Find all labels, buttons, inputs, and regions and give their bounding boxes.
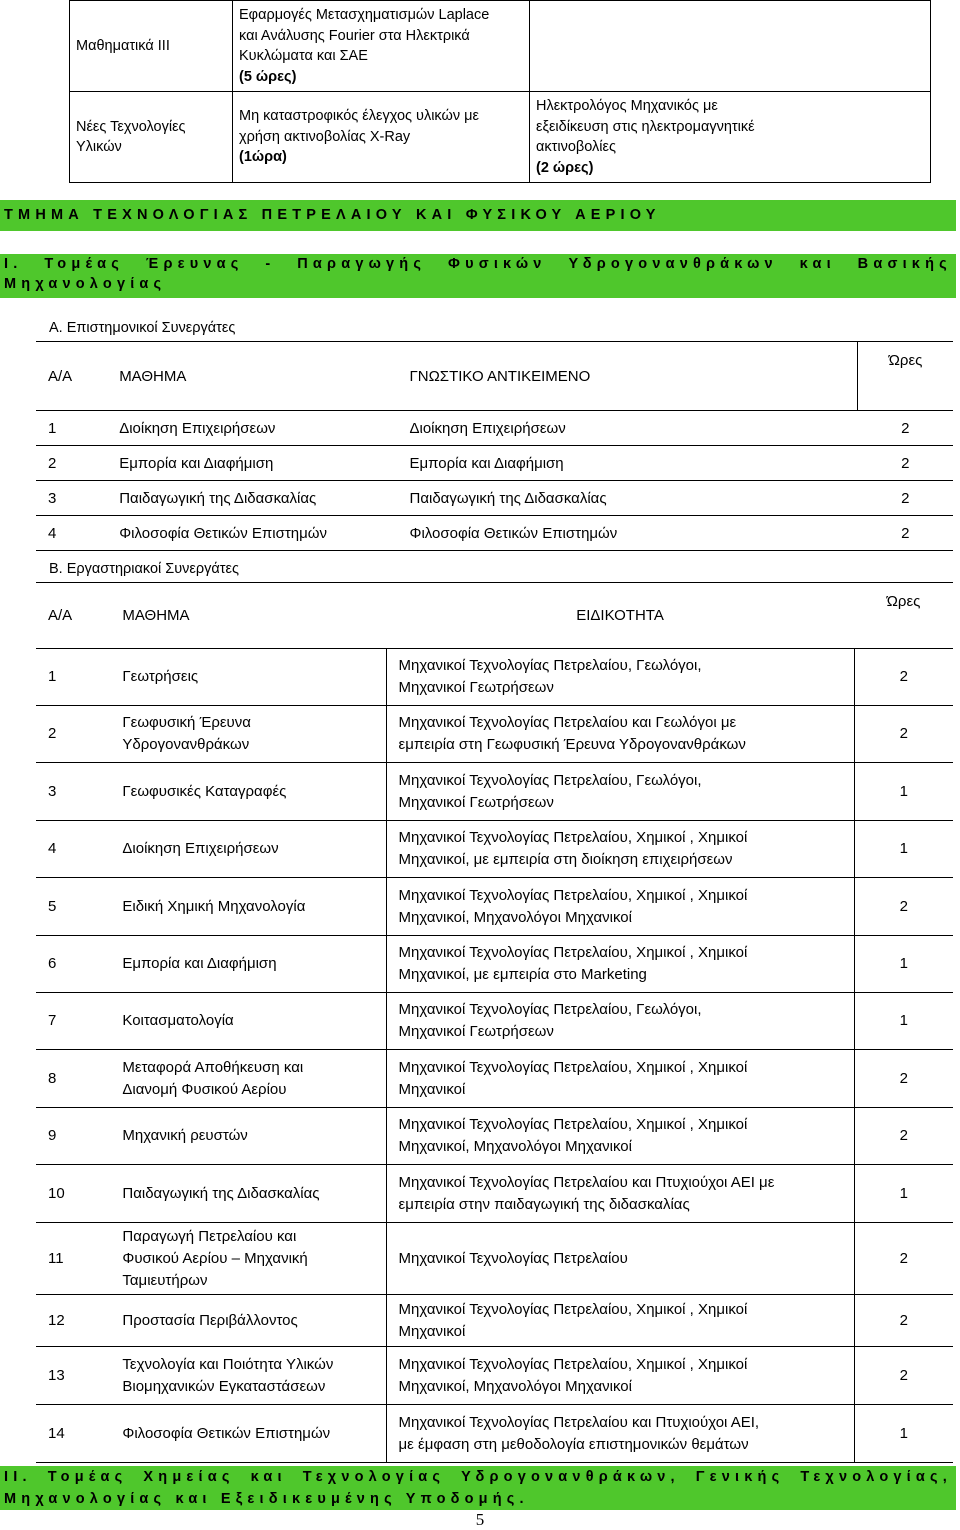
row-hours: 1 — [854, 936, 953, 993]
row-hours: 2 — [858, 446, 954, 481]
lab-associates-table — [36, 582, 953, 1463]
row-course — [122, 821, 386, 878]
table-row — [36, 1347, 953, 1405]
row-num: 14 — [36, 1405, 122, 1463]
row-course — [122, 706, 386, 763]
specialty-line: Μηχανικοί Τεχνολογίας Πετρελαίου, Χημικοί , Χημικοί — [398, 829, 748, 846]
row-specialty — [386, 878, 854, 936]
table-row — [36, 1405, 953, 1463]
course-line: Βιομηχανικών Εγκαταστάσεων — [122, 1377, 326, 1395]
header-subject: ΓΝΩΣΤΙΚΟ ΑΝΤΙΚΕΙΜΕΝΟ — [409, 342, 857, 411]
course-line: Μεταφορά Αποθήκευση και — [122, 1058, 304, 1076]
row-hours: 1 — [854, 763, 953, 821]
row-specialty — [386, 1295, 854, 1347]
course-line: Φυσικού Αερίου – Μηχανική — [122, 1249, 308, 1267]
specialty-line: Μηχανικοί, Μηχανολόγοι Μηχανικοί — [398, 1377, 632, 1395]
table-row — [36, 481, 953, 516]
table-row — [36, 936, 953, 993]
row-course — [122, 936, 386, 993]
row-course — [122, 763, 386, 821]
section-b-title: Β. Εργαστηριακοί Συνεργάτες — [49, 561, 239, 577]
row-hours: 1 — [854, 1405, 953, 1463]
table-row — [36, 411, 953, 446]
row-num: 3 — [36, 481, 119, 516]
row-num: 7 — [36, 993, 122, 1050]
department-banner: ΤΜΗΜΑ ΤΕΧΝΟΛΟΓΙΑΣ ΠΕΤΡΕΛΑΙΟΥ ΚΑΙ ΦΥΣΙΚΟΥ ΑΕΡΙΟΥ — [0, 200, 956, 231]
row-specialty — [386, 649, 854, 706]
topic-line: Μη καταστροφικός έλεγχος υλικών με — [239, 108, 479, 125]
sector-1-word: Τομέας — [44, 256, 125, 272]
top-courses-table — [69, 0, 931, 183]
table-row — [36, 516, 953, 551]
row-num: 1 — [36, 649, 122, 706]
top-row-math — [70, 1, 931, 92]
row-num: 12 — [36, 1295, 122, 1347]
sector-2-word: Τομέας — [47, 1469, 128, 1485]
row-specialty — [386, 821, 854, 878]
row-num: 8 — [36, 1050, 122, 1108]
profile-line: Ηλεκτρολόγος Μηχανικός με — [536, 98, 718, 114]
row-hours: 2 — [858, 516, 954, 551]
header-hours: Ώρες — [854, 583, 953, 649]
row-course — [122, 1347, 386, 1405]
sector-1-heading-line-1 — [4, 254, 952, 274]
specialty-line: Μηχανικοί, με εμπειρία στο Marketing — [398, 966, 647, 983]
sector-1-word: και — [799, 256, 836, 272]
specialty-line: Μηχανικοί, Μηχανολόγοι Μηχανικοί — [398, 1138, 632, 1155]
specialty-line: Μηχανικοί Τεχνολογίας Πετρελαίου, Γεωλόγοι, — [398, 771, 702, 789]
row-specialty — [386, 1108, 854, 1165]
row-hours: 2 — [854, 878, 953, 936]
row-num: 11 — [36, 1223, 122, 1295]
specialty-line: Μηχανικοί Γεωτρήσεων — [398, 1023, 554, 1040]
specialty-line: εμπειρία στην παιδαγωγική της διδασκαλίας — [398, 1195, 690, 1213]
table-header-row — [36, 583, 953, 649]
row-course — [122, 1108, 386, 1165]
row-hours: 2 — [858, 411, 954, 446]
topic-line: Εφαρμογές Μετασχηματισμών Laplace — [239, 7, 490, 23]
specialty-line: Μηχανικοί Τεχνολογίας Πετρελαίου, Χημικοί , Χημικοί — [398, 1116, 748, 1133]
specialty-line: Μηχανικοί Τεχνολογίας Πετρελαίου, Γεωλόγοι, — [398, 657, 702, 674]
course-line: Παραγωγή Πετρελαίου και — [122, 1227, 297, 1245]
row-specialty — [386, 1347, 854, 1405]
row-course — [122, 993, 386, 1050]
table-row — [36, 649, 953, 706]
specialty-line: Μηχανικοί Τεχνολογίας Πετρελαίου, Χημικοί , Χημικοί — [398, 886, 748, 904]
row-hours: 1 — [854, 993, 953, 1050]
row-specialty — [386, 1165, 854, 1223]
sector-2-word: Γενικής — [695, 1469, 785, 1485]
row-num: 9 — [36, 1108, 122, 1165]
row-num: 4 — [36, 516, 119, 551]
row-num: 1 — [36, 411, 119, 446]
row-num: 2 — [36, 706, 122, 763]
row-hours: 1 — [854, 1165, 953, 1223]
row-specialty — [386, 706, 854, 763]
row-subject: Εμπορία και Διαφήμιση — [409, 446, 857, 481]
row-specialty — [386, 993, 854, 1050]
table-row — [36, 763, 953, 821]
sector-2-heading-line-2: Μηχανολογίας και Εξειδικευμένης Υποδομής. — [4, 1491, 529, 1507]
topics-cell — [233, 1, 530, 92]
header-num: Α/Α — [36, 342, 119, 411]
sector-2-word: Υδρογονανθράκων, — [461, 1469, 680, 1485]
course-cell: Νέες Τεχνολογίες Υλικών — [70, 92, 233, 183]
row-subject: Διοίκηση Επιχειρήσεων — [409, 411, 857, 446]
row-course: Παιδαγωγική της Διδασκαλίας — [119, 481, 409, 516]
page-number: 5 — [475, 1510, 485, 1529]
table-row — [36, 1108, 953, 1165]
header-num: Α/Α — [36, 583, 122, 649]
scientific-associates-table — [36, 341, 953, 551]
specialty-line: Μηχανικοί Τεχνολογίας Πετρελαίου, Χημικοί , Χημικοί — [398, 1058, 748, 1076]
row-hours: 2 — [854, 1295, 953, 1347]
topic-line: χρήση ακτινοβολίας X-Ray — [239, 128, 411, 145]
sector-2-word: Τεχνολογίας — [302, 1469, 446, 1485]
specialty-line: Μηχανικοί Τεχνολογίας Πετρελαίου, Γεωλόγοι, — [398, 1001, 702, 1018]
row-course — [122, 878, 386, 936]
course-line: Υδρογονανθράκων — [122, 736, 250, 753]
table-row — [36, 1223, 953, 1295]
table-row — [36, 706, 953, 763]
sector-2-word: και — [250, 1469, 287, 1485]
row-course: Διοίκηση Επιχειρήσεων — [119, 411, 409, 446]
row-course — [122, 649, 386, 706]
course-line: Διοίκηση Επιχειρήσεων — [122, 840, 279, 857]
header-course: ΜΑΘΗΜΑ — [122, 583, 386, 649]
sector-1-word: - — [265, 256, 276, 272]
topic-hours: (5 ώρες) — [239, 68, 297, 85]
profile-line: εξειδίκευση στις ηλεκτρομαγνητικέ — [536, 118, 755, 135]
row-num: 10 — [36, 1165, 122, 1223]
profile-line: ακτινοβολίες — [536, 139, 616, 155]
row-num: 13 — [36, 1347, 122, 1405]
specialty-line: Μηχανικοί Γεωτρήσεων — [398, 793, 554, 811]
table-row — [36, 821, 953, 878]
specialty-line: Μηχανικοί Τεχνολογίας Πετρελαίου, Χημικοί , Χημικοί — [398, 1300, 748, 1318]
sector-2-word: Χημείας — [143, 1469, 235, 1485]
sector-2-word: ΙΙ. — [4, 1469, 32, 1485]
sector-1-word: Έρευνας — [145, 256, 244, 272]
table-row — [36, 993, 953, 1050]
profile-cell — [530, 92, 931, 183]
row-hours: 2 — [854, 1050, 953, 1108]
specialty-line: με έμφαση στη μεθοδολογία επιστημονικών θεμάτων — [398, 1435, 749, 1453]
course-line: Ταμιευτήρων — [122, 1271, 208, 1289]
course-line: Γεωφυσική Έρευνα — [122, 714, 251, 731]
table-row — [36, 1295, 953, 1347]
row-specialty — [386, 1050, 854, 1108]
course-line: Φιλοσοφία Θετικών Επιστημών — [122, 1424, 331, 1442]
specialty-line: Μηχανικοί Τεχνολογίας Πετρελαίου, Χημικοί , Χημικοί — [398, 1355, 748, 1373]
topics-cell — [233, 92, 530, 183]
table-row — [36, 1165, 953, 1223]
row-specialty — [386, 1405, 854, 1463]
specialty-line: Μηχανικοί — [398, 1322, 466, 1340]
specialty-line: Μηχανικοί, Μηχανολόγοι Μηχανικοί — [398, 908, 632, 926]
profile-hours: (2 ώρες) — [536, 159, 594, 176]
table-row — [36, 446, 953, 481]
row-hours: 2 — [858, 481, 954, 516]
header-specialty: ΕΙΔΙΚΟΤΗΤΑ — [386, 583, 854, 649]
header-hours: Ώρες — [858, 342, 954, 411]
row-hours: 2 — [854, 1223, 953, 1295]
top-row-materials — [70, 92, 931, 183]
course-line: Γεωτρήσεις — [122, 668, 199, 685]
row-course — [122, 1223, 386, 1295]
row-subject: Φιλοσοφία Θετικών Επιστημών — [409, 516, 857, 551]
specialty-line: Μηχανικοί Τεχνολογίας Πετρελαίου και Γεωλόγοι με — [398, 714, 737, 731]
row-subject: Παιδαγωγική της Διδασκαλίας — [409, 481, 857, 516]
row-course — [122, 1295, 386, 1347]
specialty-line: εμπειρία στη Γεωφυσική Έρευνα Υδρογονανθράκων — [398, 736, 746, 753]
row-hours: 2 — [854, 1108, 953, 1165]
specialty-line: Μηχανικοί Γεωτρήσεων — [398, 679, 554, 696]
row-num: 2 — [36, 446, 119, 481]
row-num: 5 — [36, 878, 122, 936]
course-line: Τεχνολογία και Ποιότητα Υλικών — [122, 1355, 334, 1373]
row-course — [122, 1405, 386, 1463]
specialty-line: Μηχανικοί Τεχνολογίας Πετρελαίου και Πτυχιούχοι ΑΕΙ με — [398, 1173, 775, 1191]
sector-1-word: Φυσικών — [447, 256, 547, 272]
row-course: Εμπορία και Διαφήμιση — [119, 446, 409, 481]
course-line: Γεωφυσικές Καταγραφές — [122, 782, 287, 800]
header-course: ΜΑΘΗΜΑ — [119, 342, 409, 411]
sector-1-word: Ι. — [4, 256, 23, 272]
course-line: Εμπορία και Διαφήμιση — [122, 955, 277, 972]
row-specialty — [386, 936, 854, 993]
specialty-line: Μηχανικοί Τεχνολογίας Πετρελαίου — [398, 1249, 628, 1267]
section-a-title: Α. Επιστημονικοί Συνεργάτες — [49, 320, 236, 336]
specialty-line: Μηχανικοί — [398, 1080, 466, 1098]
specialty-line: Μηχανικοί Τεχνολογίας Πετρελαίου, Χημικοί , Χημικοί — [398, 944, 748, 961]
specialty-line: Μηχανικοί Τεχνολογίας Πετρελαίου και Πτυχιούχοι ΑΕΙ, — [398, 1413, 760, 1431]
course-line: Κοιτασματολογία — [122, 1012, 234, 1029]
course-line: Προστασία Περιβάλλοντος — [122, 1311, 298, 1329]
table-header-row — [36, 342, 953, 411]
topic-line: Κυκλώματα και ΣΑΕ — [239, 48, 368, 64]
course-line: Ειδική Χημική Μηχανολογία — [122, 897, 306, 915]
row-hours: 2 — [854, 649, 953, 706]
row-num: 6 — [36, 936, 122, 993]
row-course — [122, 1050, 386, 1108]
row-specialty — [386, 1223, 854, 1295]
table-row — [36, 1050, 953, 1108]
course-cell: Μαθηματικά ΙΙΙ — [70, 1, 233, 92]
sector-1-heading-line-2: Μηχανολογίας — [4, 276, 167, 292]
sector-2-banner — [0, 1466, 956, 1510]
specialty-line: Μηχανικοί, με εμπειρία στη διοίκηση επιχειρήσεων — [398, 851, 733, 868]
row-course — [122, 1165, 386, 1223]
row-hours: 2 — [854, 706, 953, 763]
row-course: Φιλοσοφία Θετικών Επιστημών — [119, 516, 409, 551]
sector-1-word: Υδρογονανθράκων — [568, 256, 778, 272]
course-line: Παιδαγωγική της Διδασκαλίας — [122, 1184, 320, 1202]
course-line: Μηχανική ρευστών — [122, 1127, 248, 1144]
row-num: 3 — [36, 763, 122, 821]
profile-cell — [530, 1, 931, 92]
sector-1-word: Παραγωγής — [297, 256, 427, 272]
topic-hours: (1ώρα) — [239, 149, 287, 166]
sector-1-word: Βασικής — [857, 256, 952, 272]
row-hours: 2 — [854, 1347, 953, 1405]
course-line: Διανομή Φυσικού Αερίου — [122, 1080, 287, 1098]
table-row — [36, 878, 953, 936]
row-num: 4 — [36, 821, 122, 878]
sector-2-word: Τεχνολογίας, — [800, 1469, 952, 1485]
row-specialty — [386, 763, 854, 821]
topic-line: και Ανάλυσης Fourier στα Ηλεκτρικά — [239, 27, 470, 44]
sector-1-banner — [0, 254, 956, 298]
sector-2-heading-line-1 — [4, 1466, 952, 1488]
row-hours: 1 — [854, 821, 953, 878]
